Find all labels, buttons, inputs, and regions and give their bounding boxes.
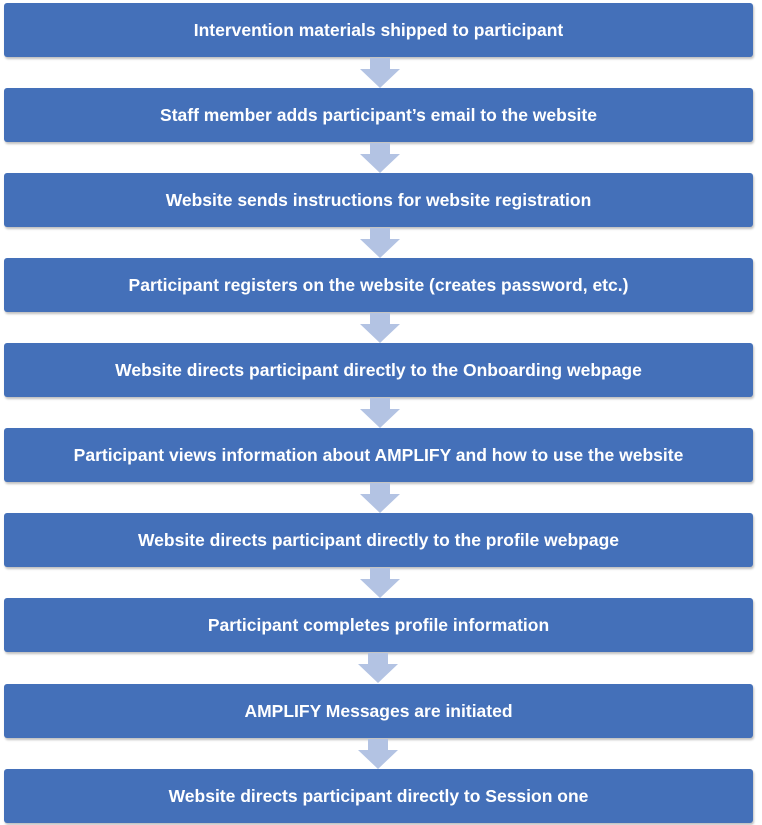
flow-step-4: Participant registers on the website (creates password, etc.) [4, 258, 753, 312]
flow-step-5: Website directs participant directly to the Onboarding webpage [4, 343, 753, 397]
flow-step-1: Intervention materials shipped to participant [4, 3, 753, 57]
flow-step-7: Website directs participant directly to the profile webpage [4, 513, 753, 567]
down-arrow-icon [360, 313, 400, 343]
flow-step-6: Participant views information about AMPLIFY and how to use the website [4, 428, 753, 482]
flow-step-2: Staff member adds participant’s email to the website [4, 88, 753, 142]
down-arrow-icon [360, 58, 400, 88]
flow-step-3: Website sends instructions for website registration [4, 173, 753, 227]
down-arrow-icon [360, 568, 400, 598]
down-arrow-icon [358, 653, 398, 683]
down-arrow-icon [360, 398, 400, 428]
flow-step-10: Website directs participant directly to Session one [4, 769, 753, 823]
down-arrow-icon [360, 143, 400, 173]
down-arrow-icon [358, 739, 398, 769]
down-arrow-icon [360, 228, 400, 258]
flow-step-9: AMPLIFY Messages are initiated [4, 684, 753, 738]
down-arrow-icon [360, 483, 400, 513]
flow-step-8: Participant completes profile information [4, 598, 753, 652]
